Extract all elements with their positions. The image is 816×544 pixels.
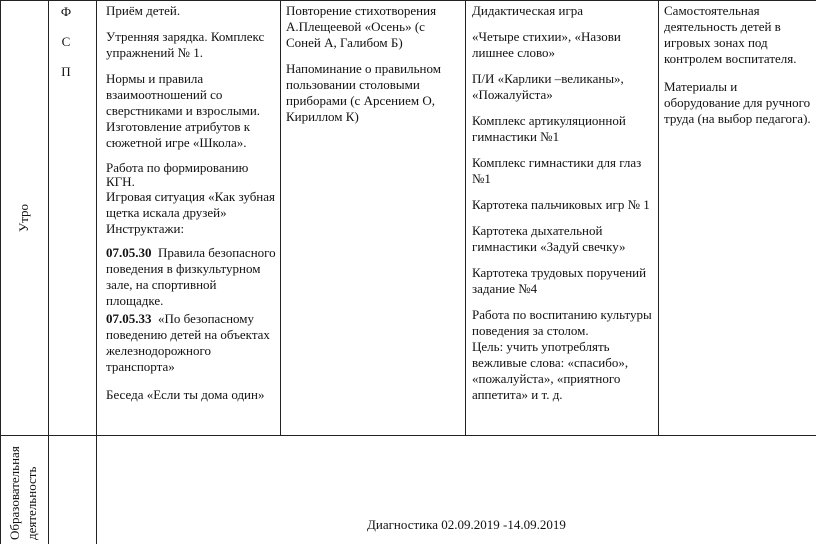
individual-line-poem: Повторение стихотворения А.Плещеевой «Осень» (с Соней А, Галибом Б) bbox=[286, 3, 437, 50]
instruction-1-text: Правила безопасного поведения в физкультурном зале, на спортивной площадке. bbox=[106, 245, 276, 308]
group-line-exercises: Утренняя зарядка. Комплекс упражнений № 1. bbox=[106, 29, 265, 60]
group-activity-cell bbox=[106, 3, 276, 403]
individual-line-cutlery: Напоминание о правильном пользовании столовыми приборами (с Арсением О, Кириллом К) bbox=[286, 61, 441, 124]
didactic-cell bbox=[472, 3, 654, 403]
didactic-labor: Картотека трудовых поручений задание №4 bbox=[472, 265, 647, 296]
fsp-letter-p: П bbox=[61, 64, 71, 79]
group-line-conversation: Беседа «Если ты дома один» bbox=[106, 387, 265, 402]
group-line-norms: Нормы и правила взаимоотношений со сверстниками и взрослыми. Изготовление атрибутов к сюжетной игре «Школа». bbox=[106, 71, 261, 150]
fsp-column bbox=[52, 4, 80, 80]
col-divider-2 bbox=[96, 0, 97, 544]
didactic-finger-games: Картотека пальчиковых игр № 1 bbox=[472, 197, 650, 212]
table-left-border bbox=[0, 0, 1, 544]
didactic-games: «Четыре стихии», «Назови лишнее слово» bbox=[472, 29, 621, 60]
group-line-instructions: Инструктажи: bbox=[106, 221, 185, 236]
group-instruction-2 bbox=[106, 311, 276, 375]
fsp-letter-s: С bbox=[61, 34, 71, 49]
didactic-goal: Цель: учить употреблять вежливые слова: «спасибо», «пожалуйста», «приятного аппетита» и т. д. bbox=[472, 339, 629, 402]
instruction-1-date: 07.05.30 bbox=[106, 245, 152, 260]
fsp-letter-f: Ф bbox=[60, 4, 72, 19]
independent-line-activity: Самостоятельная деятельность детей в игровых зонах под контролем воспитателя. bbox=[664, 3, 797, 66]
row-divider bbox=[0, 435, 816, 436]
table-top-border bbox=[0, 0, 816, 1]
group-instruction-1 bbox=[106, 245, 276, 309]
row-label-educational bbox=[6, 446, 40, 540]
col-divider-5 bbox=[658, 0, 659, 435]
didactic-culture: Работа по воспитанию культуры поведения за столом. bbox=[472, 307, 652, 338]
col-divider-3 bbox=[280, 0, 281, 435]
instruction-2-text: «По безопасному поведению детей на объектах железнодорожного транспорта» bbox=[106, 311, 270, 374]
row-label-educational-line1: Образовательная bbox=[7, 446, 22, 540]
diagnostics-period: Диагностика 02.09.2019 -14.09.2019 bbox=[367, 517, 566, 532]
independent-activity-cell bbox=[664, 3, 816, 127]
individual-work-cell bbox=[286, 3, 462, 125]
didactic-eye-gymnastics: Комплекс гимнастики для глаз №1 bbox=[472, 155, 642, 186]
row-label-educational-line2: деятельность bbox=[24, 466, 39, 540]
independent-line-materials: Материалы и оборудование для ручного труда (на выбор педагога). bbox=[664, 79, 811, 126]
didactic-articulation: Комплекс артикуляционной гимнастики №1 bbox=[472, 113, 626, 144]
row-label-morning: Утро bbox=[16, 203, 31, 232]
col-divider-1 bbox=[48, 0, 49, 544]
didactic-title: Дидактическая игра bbox=[472, 3, 584, 18]
group-line-kgn: Работа по формированию КГН. bbox=[106, 160, 249, 189]
didactic-outdoor-games: П/И «Карлики –великаны», «Пожалуйста» bbox=[472, 71, 624, 102]
group-line-game-situation: Игровая ситуация «Как зубная щетка искала друзей» bbox=[106, 189, 276, 220]
group-line-reception: Приём детей. bbox=[106, 3, 181, 18]
didactic-breathing: Картотека дыхательной гимнастики «Задуй свечку» bbox=[472, 223, 626, 254]
instruction-2-date: 07.05.33 bbox=[106, 311, 152, 326]
col-divider-4 bbox=[465, 0, 466, 435]
